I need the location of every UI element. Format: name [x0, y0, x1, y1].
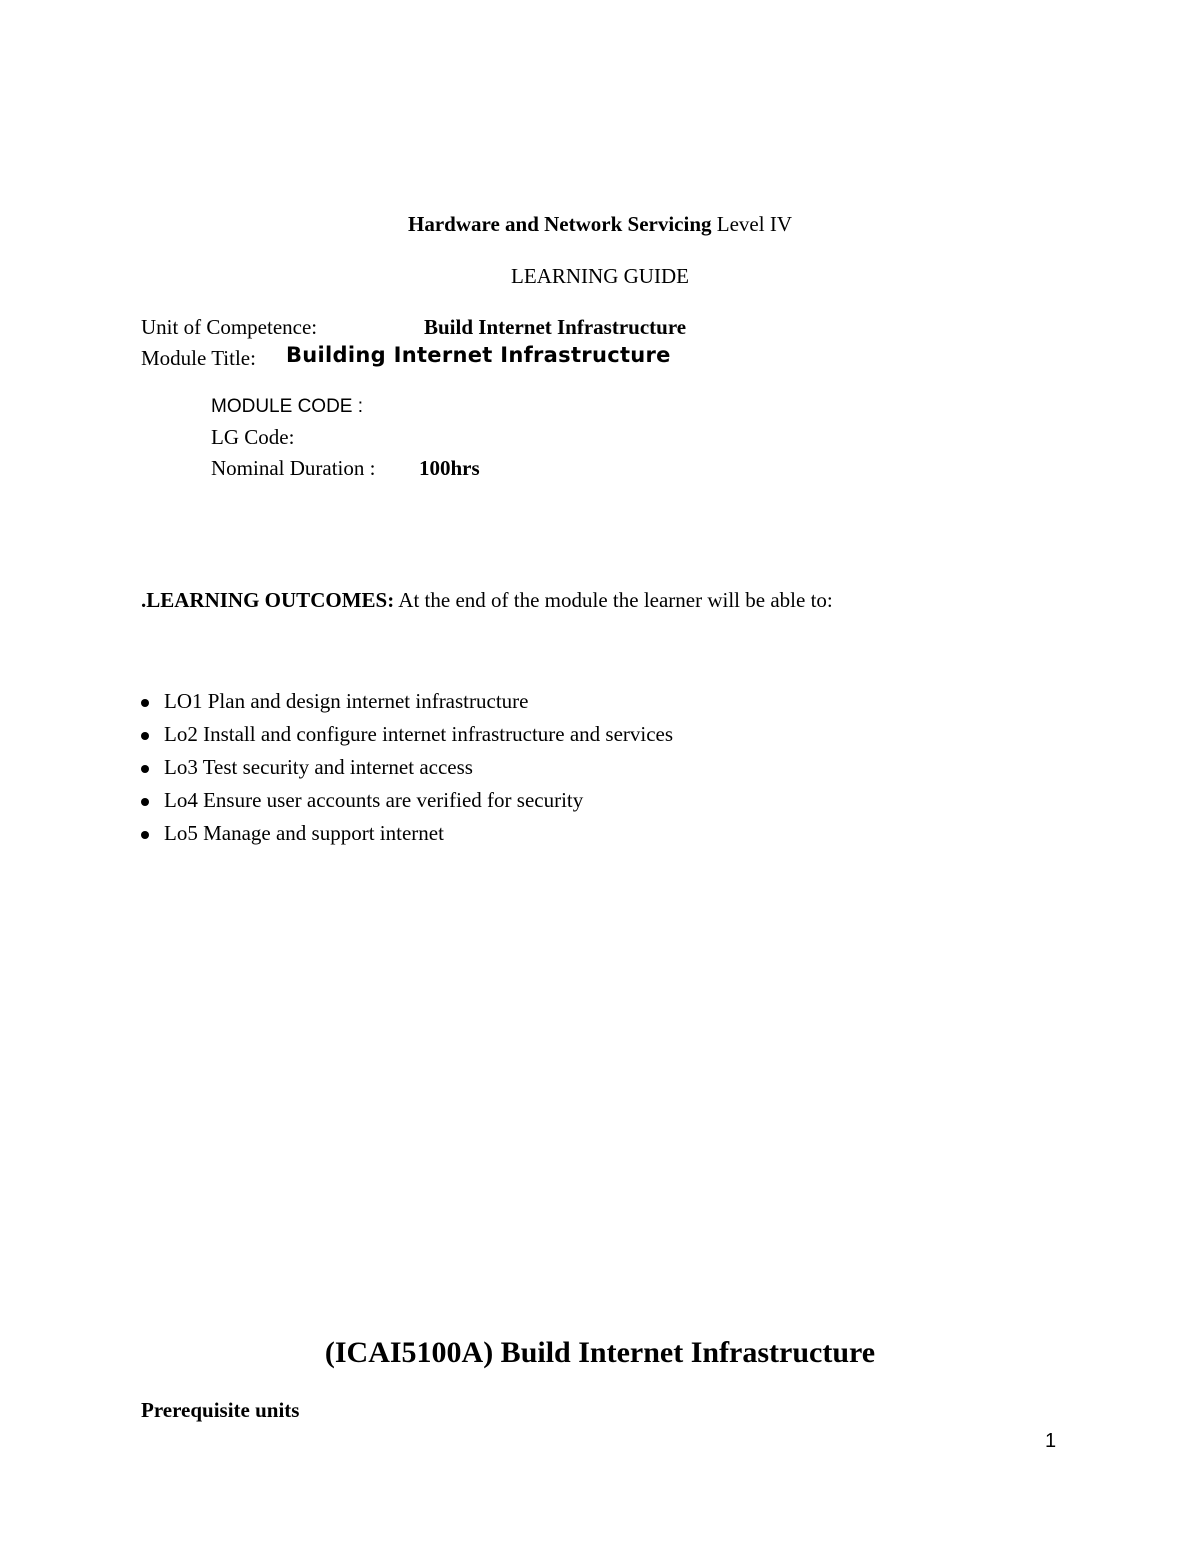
learning-outcome-text: Lo2 Install and configure internet infrastructure and services [164, 722, 674, 746]
prerequisite-units-label: Prerequisite units [141, 1398, 300, 1422]
title-level: Level IV [711, 212, 792, 236]
unit-of-competence-label: Unit of Competence: [141, 315, 318, 339]
learning-guide-heading: LEARNING GUIDE [511, 264, 689, 288]
nominal-duration-value: 100hrs [419, 456, 480, 480]
lg-code-label: LG Code: [211, 425, 295, 449]
bullet-icon [141, 798, 149, 806]
learning-outcome-text: Lo4 Ensure user accounts are verified for security [164, 788, 584, 812]
nominal-duration-label: Nominal Duration : [211, 456, 376, 480]
bullet-icon [141, 699, 149, 707]
learning-outcomes-text: At the end of the module the learner will be able to: [394, 588, 833, 612]
learning-outcomes-intro [141, 588, 833, 613]
bullet-icon [141, 765, 149, 773]
unit-heading: (ICAI5100A) Build Internet Infrastructure [324, 1336, 876, 1369]
learning-outcomes-heading: .LEARNING OUTCOMES: [141, 588, 395, 612]
title-bold: Hardware and Network Servicing [408, 212, 712, 236]
bullet-icon [141, 831, 149, 839]
module-code-label: MODULE CODE : [211, 396, 364, 417]
learning-outcome-text: Lo3 Test security and internet access [164, 755, 473, 779]
learning-outcome-text: LO1 Plan and design internet infrastructure [164, 689, 529, 713]
module-title-label: Module Title: [141, 346, 256, 370]
unit-of-competence-value: Build Internet Infrastructure [424, 315, 687, 339]
page-number: 1 [1045, 1430, 1057, 1452]
learning-outcome-text: Lo5 Manage and support internet [164, 821, 444, 845]
module-title-value: Building Internet Infrastructure [286, 343, 671, 367]
document-title [0, 212, 1200, 237]
bullet-icon [141, 732, 149, 740]
